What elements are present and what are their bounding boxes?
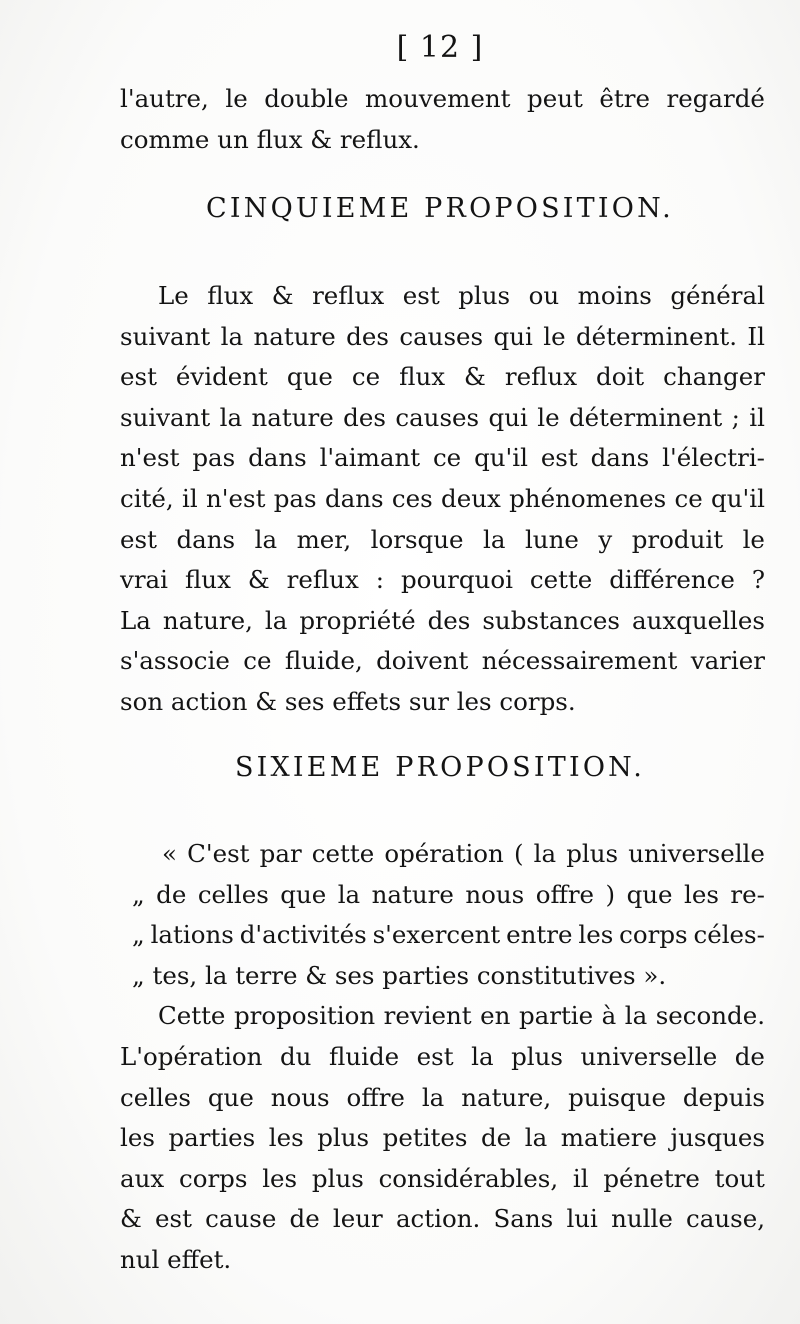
text-line: Cette proposition revient en partie à la seconde.	[158, 1001, 765, 1031]
text-line: comme un flux & reflux.	[120, 124, 420, 154]
text-line: suivant la nature des causes qui le déterminent ; il	[120, 402, 765, 432]
text-line: L'opération du fluide est la plus universelle de	[120, 1041, 765, 1071]
text-line: les parties les plus petites de la matiere jusques	[120, 1123, 765, 1153]
text-line: suivant la nature des causes qui le déterminent. Il	[120, 321, 765, 351]
text-line: « C'est par cette opération ( la plus universelle	[162, 839, 765, 868]
text-line: nul effet.	[120, 1244, 232, 1274]
text-line: n'est pas dans l'aimant ce qu'il est dans l'électri-	[120, 443, 765, 473]
text-line: est évident que ce flux & reflux doit changer	[120, 362, 765, 392]
text-line: son action & ses effets sur les corps.	[120, 686, 576, 716]
text-line: est dans la mer, lorsque la lune y produit le	[120, 524, 765, 554]
text-line: celles que nous offre la nature, puisque depuis	[120, 1082, 765, 1112]
text-line: l'autre, le double mouvement peut être regardé	[120, 84, 765, 113]
text-line: „ tes, la terre & ses parties constitutives ».	[132, 960, 667, 990]
paragraph-cinquieme	[120, 276, 765, 723]
page-number: [ 12 ]	[396, 30, 484, 65]
paragraph-sixieme	[120, 834, 765, 1281]
text-line: Le flux & reflux est plus ou moins général	[158, 281, 765, 310]
text-line: vrai flux & reflux : pourquoi cette différence ?	[120, 565, 765, 595]
text-line: cité, il n'est pas dans ces deux phénomenes ce qu'il	[120, 483, 765, 513]
text-line: & est cause de leur action. Sans lui nulle cause,	[120, 1204, 765, 1234]
heading-cinquieme-proposition: CINQUIEME PROPOSITION.	[206, 193, 674, 224]
text-line: aux corps les plus considérables, il pénetre tout	[120, 1163, 765, 1193]
text-line: La nature, la propriété des substances auxquelles	[120, 605, 765, 635]
text-line: „ lations d'activités s'exercent entre les corps céles-	[132, 920, 765, 950]
paragraph-intro	[120, 79, 765, 160]
text-line: s'associe ce fluide, doivent nécessairement varier	[120, 646, 765, 676]
text-line: „ de celles que la nature nous offre ) que les re-	[132, 879, 765, 909]
heading-sixieme-proposition: SIXIEME PROPOSITION.	[234, 752, 646, 783]
